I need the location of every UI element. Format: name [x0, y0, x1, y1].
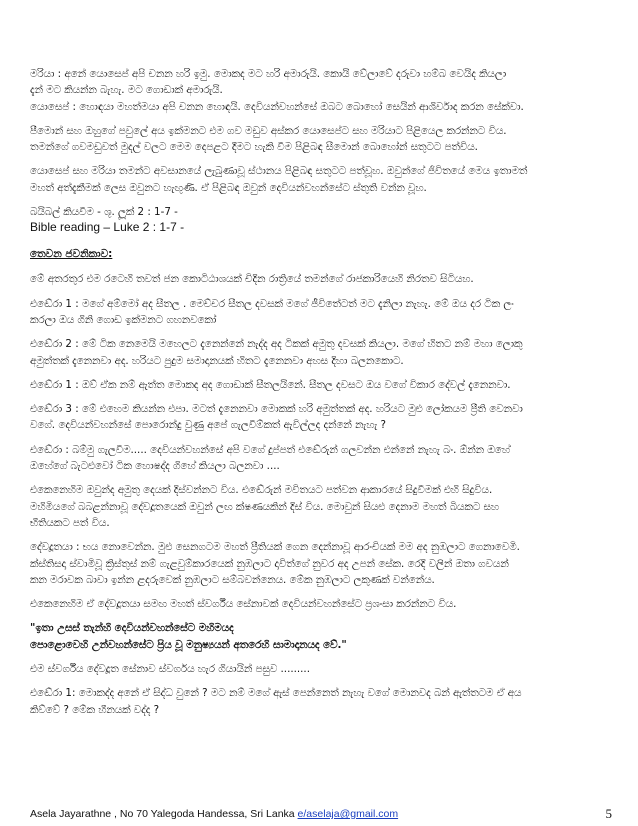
paragraph [30, 123, 612, 156]
paragraph [30, 377, 612, 393]
paragraph [30, 442, 612, 475]
scene-paragraphs [30, 271, 612, 718]
text-line: ක්ස්තිසදා ස්වාමිවූ ක්‍රිස්තුස් නම් ගැළවුම්කාරයෙක් නුඹලාට දාවිත්ගේ නුවර අද උපන් සේක. රෙදි වලින් ඔතා ගවයන් [30, 557, 509, 570]
text-line: මරියා : අනේ යොසෙප් අපි චනන හරි ඉමු. මොකද මට හරි අමාරුයි. කොයි වේලාවේ දරුවා හම්බ වෙයිද කියලා [30, 68, 507, 80]
paragraph [30, 163, 612, 196]
paragraph [30, 336, 612, 369]
text-line: "ඉතා උසස් තැන්හි දෙවියන්වහන්සේට මහිමයද [30, 622, 234, 635]
paragraph [30, 482, 612, 531]
paragraph [30, 66, 612, 115]
text-line: පොළොවෙහි උන්වහන්සේට ප්‍රිය වූ මනුෂ්‍යයන් අතරෙහි සාමාදානයද වේ." [30, 638, 347, 651]
text-line: යොසෙප් : හොඳයා මහත්මයා අපි චනන හොඳයි. දෙවියන්වහන්සේ ඔබට බොහෝ සෙයින් ආශිර්වාද කරන සේක්වා. [30, 100, 524, 113]
text-line: කිව්වේ ? මේක හීනයක් වද්ද ? [30, 703, 160, 716]
paragraph [30, 596, 612, 612]
text-line: එඬේරා 1 : ඔව් ඒක නම් ඇත්ත මොකද අද ගොඩාක් සීතලයිනේ. සීතල දවසට ඔය වගේ විකාර දේවල් දැනෙනවා. [30, 378, 511, 391]
text-line: මහත් අත්දැකීමක් ලෙස ඔවුනට හැඟුණි. ඒ පිළිබඳ ඔවුන් දෙවියන්වහන්සේට ස්තුති වන්න වූහ. [30, 181, 427, 194]
bible-reading-english: Bible reading – Luke 2 : 1-7 - [30, 220, 185, 235]
text-line: දැන් මට කියන්න බැහැ. මට ගොඩාක් අමාරුයි. [30, 84, 223, 97]
footer-email-link[interactable]: e/aselaja@gmail.com [297, 808, 399, 820]
text-line: එඬේරා 3 : මේ එහෙම කියන්න එපා. මටත් දැනෙනවා මොකක් හරි අමුත්තක් අද. හරියට මුළු ලෝකයම ප්‍රීති වෙනවා [30, 403, 523, 416]
bible-reading-sinhala: බයිබල් කියවීම - ශු. ලූක් 2 : 1-7 - [30, 206, 178, 219]
text-line: මහිමියගේ බබළන්නාවූ දේවදූතයෙක් ඔවුන් ලඟ ක්ෂණයකින් දිස් විය. මොවුන් සියළු දෙනාම මහත් බියකට සහ [30, 500, 500, 513]
paragraph [30, 296, 612, 329]
footer-author: Asela Jayarathne , No 70 Yalegoda Handessa, Sri Lanka [30, 808, 298, 820]
text-line: එඬේරා 1: මොකද්ද අනේ ඒ සිද්ධ වුනේ ? මට නම් මගේ ඇස් පෙන්නෙත් නැහැ වගේ මොනවද බන් ඇත්තටම ඒ අය [30, 687, 522, 700]
bible-reading [30, 204, 612, 234]
text-line: එඬේරා 1 : මගේ අම්මෝ අද සීතල . මෙච්චර සීතල දවසක් මගේ ජීවිතේටත් මට දැනිලා නැහැ. මේ ඔය දර ටික ලං [30, 297, 514, 310]
paragraph [30, 685, 612, 718]
page-number: 5 [605, 806, 612, 821]
paragraph [30, 539, 612, 588]
text-line: භීතියකට පත් විය. [30, 516, 110, 529]
text-line: එකෙනෙහිම ඔවුන්ද අමුතු දෙයක් දිස්වන්නට විය. එඬේරුන් මවිතයට පත්වන ආකාරයේ සිදුවීමක් එහි සිදුවිය. [30, 484, 493, 497]
text-line: ඔහේගේ බැටළුවෝ ටික හොෂද්ද ගිහේ කියලා බලනවා .... [30, 460, 280, 473]
text-line: වගේ. දෙවියන්වහන්සේ පොරොන්දු වුණු අපේ ගැලවීම්කත් ඇවිල්ලද දන්නේ නැහැ ? [30, 419, 386, 432]
text-line: එකෙනෙහිම ඒ දේවදූතයා සමඟ මහත් ස්වර්ගීය සේනාවක් දෙවියන්වහන්සේට ප්‍රශංසා කරන්නට විය. [30, 598, 457, 611]
section-heading: තෙවන ජවනිකාව: [30, 248, 113, 261]
paragraph [30, 401, 612, 434]
document-page [30, 66, 612, 726]
text-line: මේ අතරතුර එම රටෙහි තවත් ජන කොටිඨාශයක් චිදින රාත්‍රියේ තමන්ගේ රාජකාරියෙහි නිරතව සිටියහ. [30, 273, 474, 286]
text-line: එඬේරා : බම්මු ගැලවීම..... දෙවියන්වහන්සේ අපි වගේ දුප්පත් එඬේරුන් ගලවන්න එන්නේ නැහැ බං. ඕන්න ඔහේ [30, 443, 510, 456]
paragraph [30, 271, 612, 287]
text-line: එඬේරා 2 : මේ ටික නෙමෙයි මහෙලට දැනෙන්නේ නැද්ද අද ටිකක් අමුතු දවසක් කියලා. මගේ හිතට නම් මහා ලොකු [30, 338, 523, 351]
text-line: කන මරාවක බාවා ඉන්න ළදරුවෙක් නුඹලාට සම්බවන්නෙය. මේක නුඹලාට ලකුණක් වන්නේය. [30, 573, 435, 586]
text-line: පීමොන් සහ ඔහුගේ පවුලේ අය ඉක්මනට එම ගව මඩුව අස්කර යොසෙප්ට සහ මරියාට පිළියෙල කරන්නට විය. [30, 124, 507, 137]
text-line: අමුත්තක් දැනෙනවා අද. හරියට පුදුම සමාදානයක් හිතට දැනෙනවා අහස දිහා බලනකොට. [30, 354, 404, 367]
text-line: දේවදූතයා : භය නොවෙන්න. මුළු සෙනගටම මහත් ප්‍රීතියක් ගෙන දෙන්නාවූ ආරංචියක් මම අද නුඹලාට ගෙනාවෙමි. [30, 541, 520, 554]
opening-paragraphs [30, 66, 612, 196]
hymn-quote [30, 620, 612, 653]
page-footer [30, 808, 612, 820]
text-line: කරලා ඔය ගිනි ගොඩ ඉක්මනට ගහනවකෝ [30, 313, 217, 326]
text-line: තමන්ගේ ගවමඩුවත් මුදල් වලට මෙම දෙපළට දීමට හැකි වීම පිළිබඳ සීමොන් බොහෝන් සතුටට පත්විය. [30, 141, 478, 154]
text-line: යොසෙප් සහ මරියා තමන්ට අවසානයේ ලැබුණාවූ ස්ථානය පිළිබඳ සතුටට පත්වූහ. ඔවුන්ගේ ජිවිතයේ මෙය ඉතාමත් [30, 165, 528, 178]
paragraph [30, 661, 612, 677]
text-line: එම ස්වර්ගීය දේවදූත සේනාව ස්වර්ගය හැර ගියායින් පසුව ......... [30, 663, 310, 676]
